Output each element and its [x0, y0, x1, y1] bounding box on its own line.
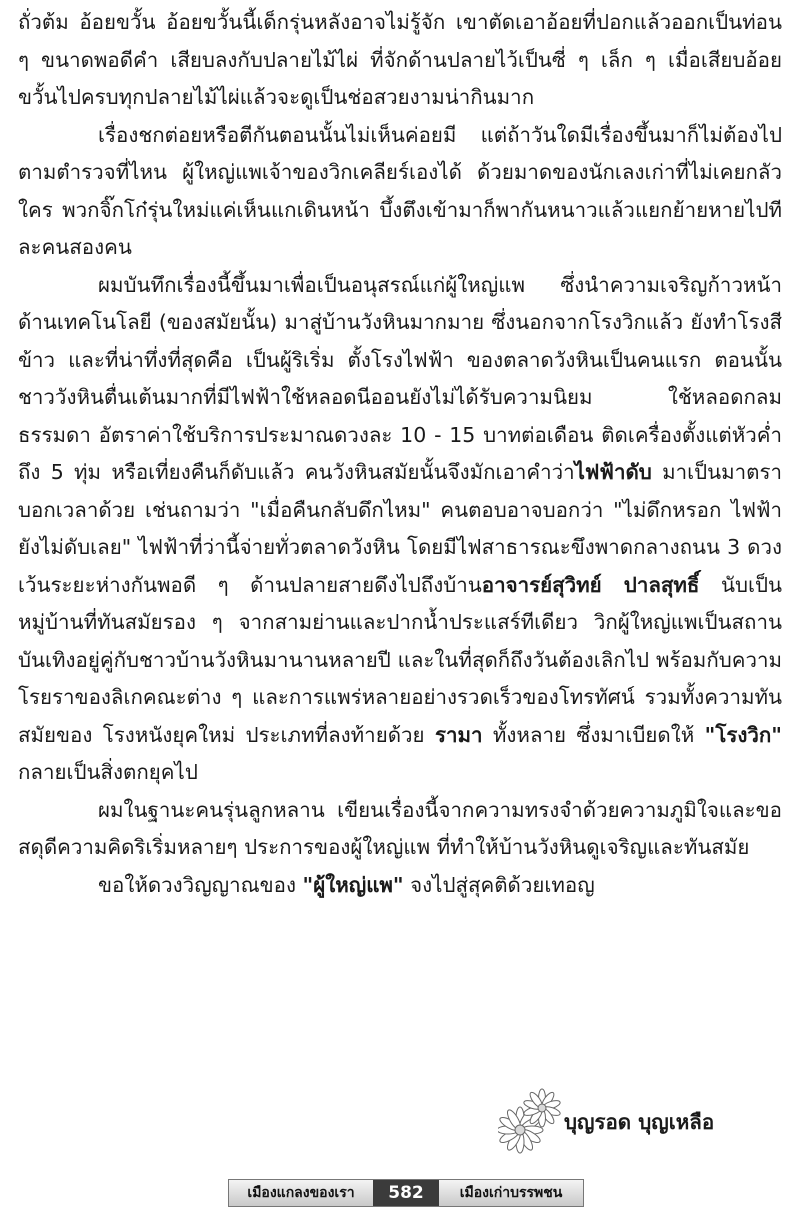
paragraph — [18, 792, 782, 867]
paragraph-text: ผมในฐานะคนรุ่นลูกหลาน เขียนเรื่องนี้จากความทรงจำด้วยความภูมิใจและขอสดุดีความคิดริเริ่มหลายๆ ประการของผู้ใหญ่แพ ที่ทำให้บ้านวังหินดูเจริญและทันสมัย — [18, 797, 782, 859]
footer-book-title-left: เมืองแกลงของเรา — [229, 1180, 373, 1206]
closing-text-bold: "ผู้ใหญ่แพ" — [302, 872, 404, 897]
paragraph — [18, 4, 782, 117]
footer-book-title-right: เมืองเก่าบรรพชน — [439, 1180, 583, 1206]
page-footer — [228, 1179, 584, 1207]
page-number: 582 — [373, 1180, 439, 1206]
bold-text: รามา — [434, 722, 483, 747]
paragraph-text: นับเป็นหมู่บ้านที่ทันสมัยรอง ๆ จากสามย่านและปากน้ำประแสร์ทีเดียว วิกผู้ใหญ่แพเป็นสถานบันเทิงอยู่คู่กับชาวบ้านวังหินมานานหลายปี และในที่สุดก็ถึงวันต้องเลิกไป พร้อมกับความโรยราของลิเกคณะต่าง ๆ และการแพร่หลายอย่างรวดเร็วของโทรทัศน์ รวมทั้งความทันสมัยของ โรงหนังยุคใหม่ ประเภทที่ลงท้ายด้วย — [18, 572, 782, 747]
closing-text-after: จงไปสู่สุคติด้วยเทอญ — [403, 872, 595, 897]
paragraph-text: มาเป็นมาตราบอกเวลาด้วย เช่นถามว่า "เมื่อคืนกลับดึกไหม" คนตอบอาจบอกว่า "ไม่ดึกหรอก ไฟฟ้ายังไม่ดับเลย" ไฟฟ้าที่ว่านี้จ่ายทั่วตลาดวังหิน โดยมีไฟสาธารณะขึงพาดกลางถนน 3 ดวง เว้นระยะห่างกันพอดี ๆ ด้านปลายสายดึงไปถึงบ้าน — [18, 460, 782, 597]
bold-text: "โรงวิก" — [704, 722, 782, 747]
bold-text: อาจารย์สุวิทย์ ปาลสุทธิ์ — [481, 572, 700, 597]
article-body — [18, 4, 782, 904]
flower-icon — [498, 1084, 562, 1162]
closing-line — [18, 867, 782, 905]
signature — [498, 1084, 788, 1164]
paragraph-text: ผมบันทึกเรื่องนี้ขึ้นมาเพื่อเป็นอนุสรณ์แก่ผู้ใหญ่แพ ซึ่งนำความเจริญก้าวหน้าด้านเทคโนโลยี (ของสมัยนั้น) มาสู่บ้านวังหินมากมาย ซึ่งนอกจากโรงวิกแล้ว ยังทำโรงสีข้าว และที่น่าทึ่งที่สุดคือ เป็นผู้ริเริ่ม ตั้งโรงไฟฟ้า ของตลาดวังหินเป็นคนแรก ตอนนั้นชาววังหินตื่นเต้นมากที่มีไฟฟ้าใช้หลอดนีออนยังไม่ได้รับความนิยม ใช้หลอดกลมธรรมดา อัตราค่าใช้บริการประมาณดวงละ 10 - 15 บาทต่อเดือน ติดเครื่องตั้งแต่หัวค่ำ ถึง 5 ทุ่ม หรือเที่ยงคืนก็ดับแล้ว คนวังหินสมัยนั้นจึงมักเอาคำว่า — [18, 272, 782, 484]
paragraph — [18, 267, 782, 792]
author-name: บุญรอด บุญเหลือ — [564, 1110, 715, 1134]
paragraph-text: เรื่องชกต่อยหรือตีกันตอนนั้นไม่เห็นค่อยมี แต่ถ้าวันใดมีเรื่องขึ้นมาก็ไม่ต้องไปตามตำรวจที่ไหน ผู้ใหญ่แพเจ้าของวิกเคลียร์เองได้ ด้วยมาดของนักเลงเก่าที่ไม่เคยกลัวใคร พวกจิ๊กโก๋รุ่นใหม่แค่เห็นแกเดินหน้า บึ้งตึงเข้ามาก็พากันหนาวแล้วแยกย้ายหายไปทีละคนสองคน — [18, 122, 782, 259]
paragraph-text: ทั้งหลาย ซึ่งมาเบียดให้ — [482, 722, 705, 747]
paragraph — [18, 117, 782, 267]
paragraph-text: กลายเป็นสิ่งตกยุคไป — [18, 760, 198, 784]
bold-text: ไฟฟ้าดับ — [574, 460, 652, 484]
closing-text-before: ขอให้ดวงวิญญาณของ — [98, 872, 303, 897]
paragraph-text: ถั่วต้ม อ้อยขวั้น อ้อยขวั้นนี้เด็กรุ่นหลังอาจไม่รู้จัก เขาตัดเอาอ้อยที่ปอกแล้วออกเป็นท่อน ๆ ขนาดพอดีคำ เสียบลงกับปลายไม้ไผ่ ที่จักด้านปลายไว้เป็นซี่ ๆ เล็ก ๆ เมื่อเสียบอ้อยขวั้นไปครบทุกปลายไม้ไผ่แล้วจะดูเป็นช่อสวยงามน่ากินมาก — [18, 10, 782, 109]
